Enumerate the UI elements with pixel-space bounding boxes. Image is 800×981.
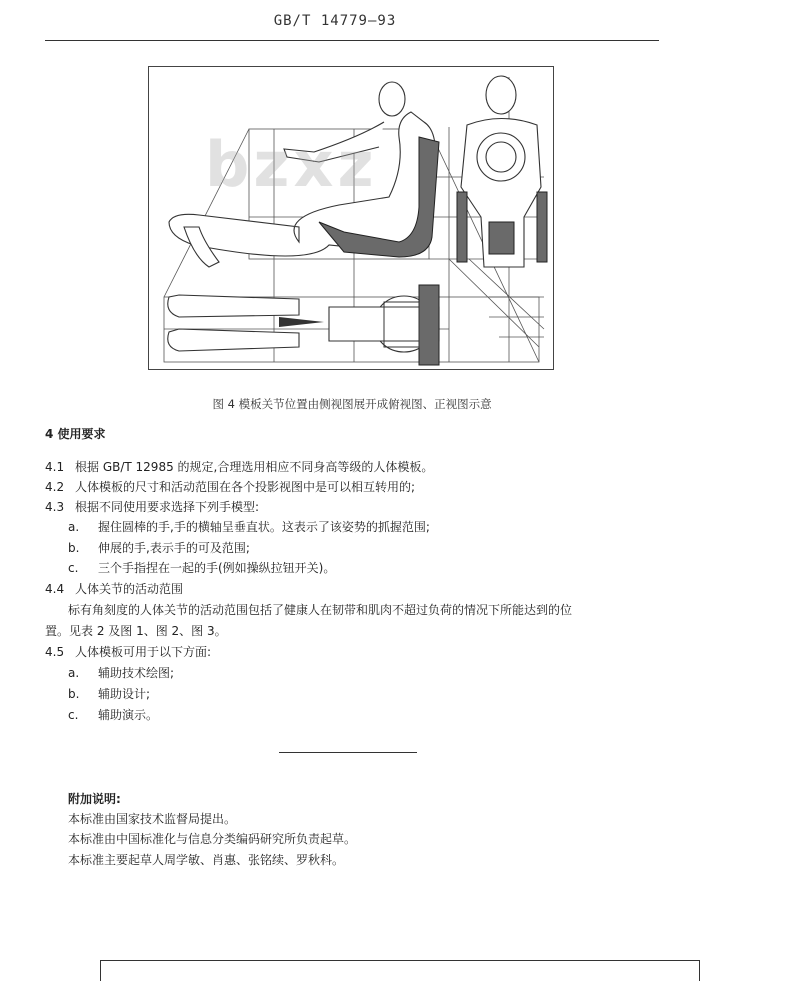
end-rule bbox=[279, 752, 417, 753]
item-text: 根据不同使用要求选择下列手模型: bbox=[75, 500, 260, 514]
sub-mark: c. bbox=[68, 708, 79, 722]
sub-mark: b. bbox=[68, 687, 80, 701]
item-4-5 bbox=[45, 643, 211, 660]
item-4-3-a bbox=[68, 518, 430, 535]
item-number: 4.1 bbox=[45, 460, 65, 474]
figure-caption: 图 4 模板关节位置由侧视图展开成俯视图、正视图示意 bbox=[212, 397, 492, 411]
sub-text: 辅助设计; bbox=[98, 687, 151, 701]
sub-mark: a. bbox=[68, 520, 80, 534]
item-number: 4.4 bbox=[45, 582, 65, 596]
item-4-2 bbox=[45, 478, 415, 495]
item-4-4-paragraph-line2: 置。见表 2 及图 1、图 2、图 3。 bbox=[45, 624, 227, 638]
watermark: bzxz bbox=[205, 128, 378, 201]
bottom-frame bbox=[100, 960, 700, 981]
appendix-line-1: 本标准由国家技术监督局提出。 bbox=[68, 812, 237, 826]
sub-text: 三个手指捏在一起的手(例如操纵拉钮开关)。 bbox=[98, 561, 336, 575]
item-title: 人体关节的活动范围 bbox=[75, 582, 184, 596]
item-title: 人体模板可用于以下方面: bbox=[75, 645, 212, 659]
item-4-3-c bbox=[68, 559, 335, 576]
item-number: 4.3 bbox=[45, 500, 65, 514]
sub-text: 伸展的手,表示手的可及范围; bbox=[98, 541, 250, 555]
item-text: 人体模板的尺寸和活动范围在各个投影视图中是可以相互转用的; bbox=[75, 480, 416, 494]
item-4-4-paragraph-line1: 标有角刻度的人体关节的活动范围包括了健康人在韧带和肌肉不超过负荷的情况下所能达到的位 bbox=[68, 603, 573, 617]
appendix-line-2: 本标准由中国标准化与信息分类编码研究所负责起草。 bbox=[68, 832, 357, 846]
item-4-4 bbox=[45, 580, 183, 597]
item-number: 4.5 bbox=[45, 645, 65, 659]
figure-4-body-template-views bbox=[148, 66, 554, 370]
item-text: 根据 GB/T 12985 的规定,合理选用相应不同身高等级的人体模板。 bbox=[75, 460, 434, 474]
section-title: 4 使用要求 bbox=[45, 427, 106, 441]
sub-mark: b. bbox=[68, 541, 80, 555]
sub-text: 握住圆棒的手,手的横轴呈垂直状。这表示了该姿势的抓握范围; bbox=[98, 520, 430, 534]
standard-code-header: GB/T 14779—93 bbox=[273, 13, 397, 29]
sub-text: 辅助演示。 bbox=[98, 708, 159, 722]
header-rule bbox=[45, 40, 659, 41]
item-4-5-c bbox=[68, 706, 158, 723]
item-4-3-b bbox=[68, 539, 250, 556]
item-number: 4.2 bbox=[45, 480, 65, 494]
sub-mark: c. bbox=[68, 561, 79, 575]
item-4-1 bbox=[45, 458, 433, 475]
sub-text: 辅助技术绘图; bbox=[98, 666, 175, 680]
item-4-5-a bbox=[68, 664, 174, 681]
item-4-5-b bbox=[68, 685, 150, 702]
sub-mark: a. bbox=[68, 666, 80, 680]
body-template-drawing bbox=[149, 67, 553, 369]
appendix-line-3: 本标准主要起草人周学敏、肖惠、张铭续、罗秋科。 bbox=[68, 853, 345, 867]
appendix-title: 附加说明: bbox=[68, 792, 121, 806]
item-4-3 bbox=[45, 498, 259, 515]
